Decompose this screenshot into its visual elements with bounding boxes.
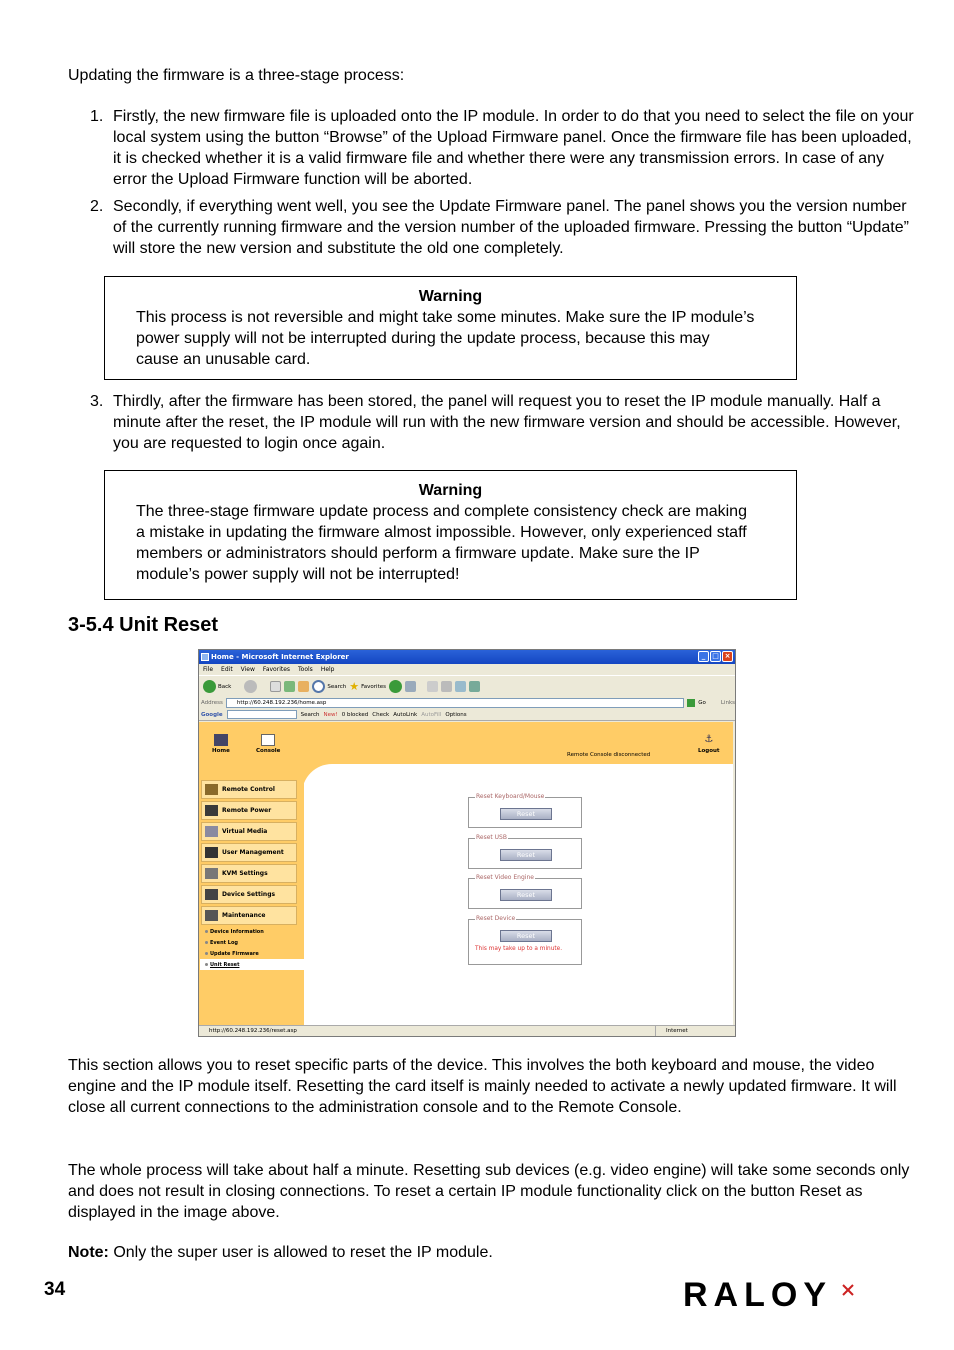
- status-bar: [199, 1025, 735, 1036]
- page-number: 34: [44, 1279, 66, 1300]
- step-3: [90, 391, 915, 454]
- menu-label: KVM Settings: [222, 870, 268, 877]
- reset-device-panel: [468, 915, 582, 965]
- panel-legend: Reset Device: [476, 915, 516, 922]
- warning-text: The three-stage firmware update process and complete consistency check are making a mistake in updating the firmware almost impossible. However, only experienced staff members or administrators should perform a firmware update. Make sure the IP module’s power supply will not be interrupted!: [136, 503, 747, 583]
- paragraph-1: This section allows you to reset specific parts of the device. This involves the both keyboard and mouse, the video engine and the IP module itself. Resetting the card itself is mainly needed to activate a newly updated firmware. It will close all current connections to the administration console and to the Remote Console.: [68, 1057, 897, 1116]
- google-logo[interactable]: Google: [201, 711, 223, 718]
- maximize-icon[interactable]: □: [710, 651, 721, 662]
- home-icon[interactable]: [298, 681, 309, 692]
- search-icon: [312, 680, 325, 693]
- minimize-icon[interactable]: _: [698, 651, 709, 662]
- options-label[interactable]: Options: [445, 711, 467, 718]
- forward-arrow-icon[interactable]: [244, 680, 257, 693]
- reset-video-panel: [468, 874, 582, 909]
- warning-box: [104, 470, 797, 600]
- note-paragraph: [68, 1242, 918, 1263]
- panel-legend: Reset USB: [476, 834, 507, 841]
- search-label: Search: [327, 683, 347, 690]
- logo-text: RALOY: [683, 1279, 832, 1309]
- menu-kvm-settings[interactable]: [201, 864, 297, 883]
- step-number: 2.: [90, 198, 104, 215]
- menu-remote-power[interactable]: [201, 801, 297, 820]
- users-icon: [205, 847, 218, 858]
- history-icon[interactable]: [405, 681, 416, 692]
- warning-title: Warning: [418, 482, 483, 499]
- links-label[interactable]: Links: [720, 700, 735, 706]
- autofill-label[interactable]: AutoFill: [421, 711, 442, 718]
- menu-file[interactable]: File: [203, 666, 214, 673]
- nav-console-label: Console: [256, 748, 281, 754]
- browser-toolbar: [199, 675, 735, 697]
- submenu-event-log[interactable]: Event Log: [205, 940, 238, 946]
- menu-view[interactable]: View: [240, 666, 255, 673]
- google-toolbar: [199, 709, 735, 721]
- favorites-label: Favorites: [361, 683, 386, 690]
- window-title: Home - Microsoft Internet Explorer: [211, 653, 349, 661]
- address-url: http://60.248.192.236/home.asp: [236, 700, 327, 706]
- menu-remote-control[interactable]: [201, 780, 297, 799]
- intro-text: Updating the firmware is a three-stage process:: [68, 67, 405, 84]
- stop-icon[interactable]: [270, 681, 281, 692]
- menu-label: Virtual Media: [222, 828, 268, 835]
- note-label: Note:: [68, 1244, 109, 1261]
- device-settings-icon: [205, 889, 218, 900]
- section-heading: 3-5.4 Unit Reset: [68, 614, 219, 636]
- step-2: [90, 196, 915, 259]
- menu-maintenance[interactable]: [201, 906, 297, 925]
- window-titlebar: [199, 650, 735, 664]
- warning-text: This process is not reversible and might take some minutes. Make sure the IP module’s power supply will not be interrupted during the update process, because this may cause an unusable card.: [136, 309, 755, 368]
- google-search-button[interactable]: Search: [300, 711, 320, 718]
- google-new-label[interactable]: New!: [323, 711, 338, 718]
- remote-control-icon: [205, 784, 218, 795]
- reset-device-button[interactable]: Reset: [500, 930, 552, 942]
- edit-icon[interactable]: [455, 681, 466, 692]
- submenu-unit-reset[interactable]: Unit Reset: [205, 962, 239, 968]
- step-text: Firstly, the new firmware file is uploaded onto the IP module. In order to do that you need to select the file on your local system using the button “Browse” of the Upload Firmware panel. Once the firmware file has been uploaded, it is checked whether it is a valid firmware file and whether there were any transmission errors. In case of any error the Upload Firmware function will be aborted.: [113, 108, 914, 188]
- menu-label: Device Settings: [222, 891, 276, 898]
- status-zone: Internet: [655, 1026, 688, 1036]
- step-number: 3.: [90, 393, 104, 410]
- print-icon[interactable]: [441, 681, 452, 692]
- raloy-logo: [683, 1279, 909, 1314]
- nav-home[interactable]: [212, 734, 230, 754]
- console-icon: [261, 734, 275, 746]
- address-bar: [199, 697, 735, 709]
- menu-label: Remote Control: [222, 786, 275, 793]
- ie-icon: [201, 653, 209, 661]
- step-text: Thirdly, after the firmware has been stored, the panel will request you to reset the IP module manually. Half a minute after the reset, the IP module will run with the new firmware version and should be accessible. However, you are requested to login once again.: [113, 393, 901, 452]
- search-button[interactable]: [312, 680, 346, 693]
- reset-keyboard-panel: [468, 793, 582, 828]
- google-search-input[interactable]: [227, 710, 297, 719]
- menu-favorites[interactable]: Favorites: [262, 666, 291, 673]
- panel-legend: Reset Keyboard/Mouse: [476, 793, 545, 800]
- go-icon[interactable]: [687, 699, 695, 707]
- power-icon: [205, 805, 218, 816]
- menu-device-settings[interactable]: [201, 885, 297, 904]
- mail-icon[interactable]: [427, 681, 438, 692]
- submenu-update-firmware[interactable]: Update Firmware: [205, 951, 259, 957]
- address-input[interactable]: [226, 698, 685, 708]
- nav-logout[interactable]: [698, 734, 720, 754]
- submenu-device-information[interactable]: Device Information: [205, 929, 264, 935]
- address-label: Address: [201, 700, 223, 706]
- warning-title: Warning: [418, 288, 483, 305]
- reset-usb-button[interactable]: Reset: [500, 849, 552, 861]
- menu-edit[interactable]: Edit: [221, 666, 233, 673]
- panel-legend: Reset Video Engine: [476, 874, 534, 881]
- spell-check-label[interactable]: Check: [372, 711, 390, 718]
- paragraph-2: The whole process will take about half a minute. Resetting sub devices (e.g. video engine) will take some seconds only and does not result in closing connections. To reset a certain IP module functionality click on the button Reset as displayed in the image above.: [68, 1162, 910, 1221]
- favorites-button[interactable]: [349, 680, 386, 693]
- browser-screenshot: [198, 649, 736, 1037]
- warning-box: [104, 276, 797, 380]
- menu-user-management[interactable]: [201, 843, 297, 862]
- nav-console[interactable]: [256, 734, 280, 754]
- step-text: Secondly, if everything went well, you see the Update Firmware panel. The panel shows you the version number of the currently running firmware and the version number of the uploaded firmware. Pressing the button “Update” will store the new version and substitute the old one completely.: [113, 198, 909, 257]
- close-icon[interactable]: ×: [722, 651, 733, 662]
- home-icon: [214, 734, 228, 746]
- popup-blocked-label[interactable]: 0 blocked: [341, 711, 369, 718]
- menu-help[interactable]: Help: [320, 666, 335, 673]
- remote-console-status: Remote Console disconnected: [567, 752, 651, 758]
- reset-keyboard-button[interactable]: Reset: [500, 808, 552, 820]
- reset-video-button[interactable]: Reset: [500, 889, 552, 901]
- back-button[interactable]: [203, 680, 231, 693]
- nav-home-label: Home: [212, 748, 230, 754]
- header-curve: [302, 764, 332, 794]
- nav-logout-label: Logout: [698, 748, 720, 754]
- media-icon[interactable]: [389, 680, 402, 693]
- note-text: Only the super user is allowed to reset the IP module.: [108, 1244, 493, 1261]
- go-label[interactable]: Go: [698, 700, 706, 706]
- reset-usb-panel: [468, 834, 582, 869]
- logout-icon: ⚓: [704, 734, 714, 745]
- tools-icon: [205, 910, 218, 921]
- autolink-label[interactable]: AutoLink: [393, 711, 418, 718]
- step-1: [90, 106, 915, 190]
- menu-label: Remote Power: [222, 807, 272, 814]
- step-number: 1.: [90, 108, 104, 125]
- messenger-icon[interactable]: [469, 681, 480, 692]
- menu-virtual-media[interactable]: [201, 822, 297, 841]
- menu-label: User Management: [222, 849, 284, 856]
- menu-label: Maintenance: [222, 912, 266, 919]
- reset-device-note: This may take up to a minute.: [475, 946, 563, 952]
- menu-bar: [199, 664, 735, 675]
- star-icon: ★: [349, 680, 360, 693]
- back-label: Back: [218, 683, 232, 690]
- virtual-media-icon: [205, 826, 218, 837]
- web-content: [199, 722, 733, 1025]
- kvm-icon: [205, 868, 218, 879]
- back-arrow-icon: [203, 680, 216, 693]
- menu-tools[interactable]: Tools: [298, 666, 313, 673]
- status-url: http://60.248.192.236/reset.asp: [209, 1028, 297, 1034]
- refresh-icon[interactable]: [284, 681, 295, 692]
